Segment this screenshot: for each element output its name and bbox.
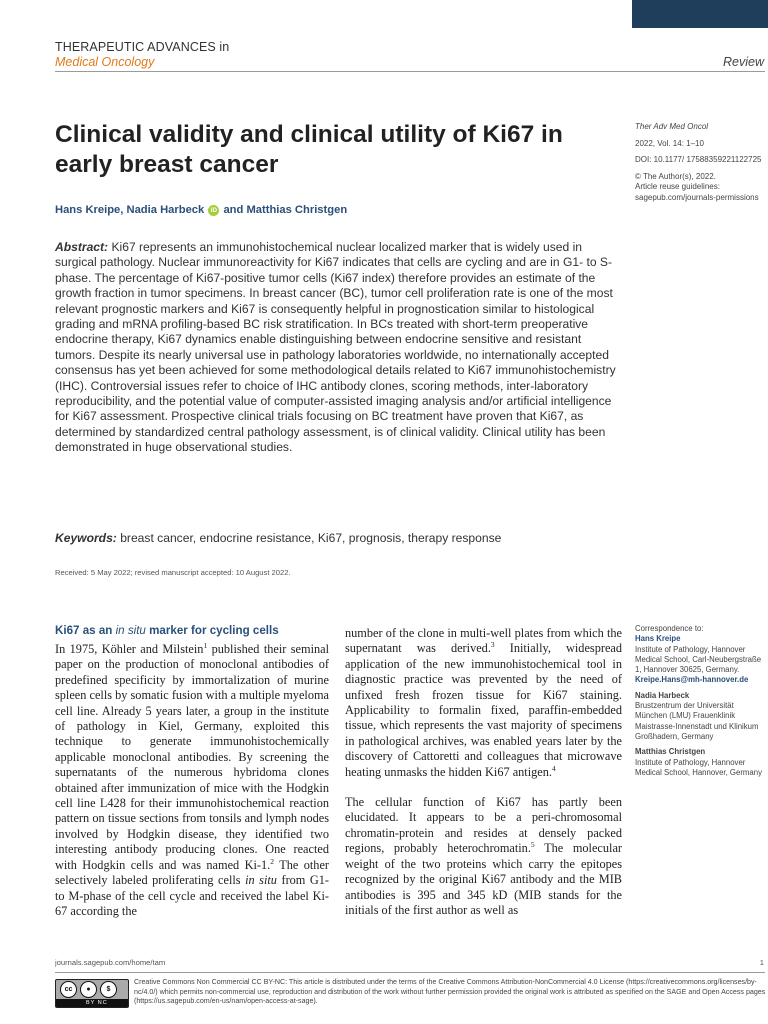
header-divider [55,71,765,72]
keywords [55,531,621,545]
cc-icon: cc [60,981,77,998]
col1-italic: in situ [245,873,277,888]
col2-text-b: Initially, widespread application of the new immunohistochemical tool in diagnostic practice was prevented by the need of unfixed fresh frozen tissue for Ki67 staining. Applicability to formalin fixed, paraffin-embedded tissue, which represents the vast majority of specimens in pathological archives, was enabled years later by the discovery of Cattoretti and colleagues that microwave heating unmasks the hidden Ki67 antigen. [345,641,623,779]
col1-text-d: from G1- to M-phase of the cell cycle and received the label Ki-67 according the [55,873,330,918]
footer-divider [55,972,765,973]
cc-badge-labels [56,999,128,1007]
col2-paragraph-2 [345,795,622,918]
abstract-label: Abstract: [55,240,109,254]
ref-link[interactable]: 3 [490,640,495,650]
authors-part-1: Hans Kreipe, Nadia Harbeck [55,204,205,216]
doi[interactable]: DOI: 10.1177/ 17588359221122725 [635,155,762,165]
page-number: 1 [759,958,764,967]
volume-info: 2022, Vol. 14: 1–10 [635,138,704,148]
col2-text-d: The molecular weight of the two proteins which carry the epitopes recognized by the original Ki67 antibody and the MIB antibodies is 395 and 345 kD (MIB stands for the initials of the first author as well as [345,841,622,917]
noncommercial-icon: $ [100,981,117,998]
col2-text-c: The cellular function of Ki67 has partly been elucidated. It appears to be a peri-chromosomal chromatin-protein and resides at densely packed regions, probably heterochromatin. [345,795,622,856]
author-1-name: Hans Kreipe [635,634,681,644]
body-column-2 [345,626,622,918]
corner-color-block [632,0,768,28]
col1-text-c: The other selectively labeled proliferating cells [55,857,329,888]
cc-license-logo [55,979,129,1008]
abstract-text: Ki67 represents an immunohistochemical nuclear localized marker that is widely used in surgical pathology. Nuclear immunoreactivity for Ki67 indicates that cells are cycling and are in G1- to S-phase. The percentage of Ki67-positive tumor cells (Ki67 index) therefore provides an estimate of the growth fraction in tumor specimens. In breast cancer (BC), tumor cell proliferation rate is one of the most relevant prognostic markers and Ki67 is consequently helpful in prognostication similar to histological grading and mRNA profiling-based BC risk stratification. In BCs treated with short-term preoperative endocrine therapy, Ki67 dynamics enable distinguishing between endocrine sensitive and resistant tumors. Despite its nearly universal use in pathology laboratories worldwide, no internationally accepted consensus has yet been achieved for some methodological details related to Ki67 immunohistochemistry (IHC). Controversial issues refer to choice of IHC antibody clones, scoring methods, inter-laboratory reproducibility, and the potential value of computer-assisted imaging analysis and/or artificial intelligence for Ki67 assessment. Prospective clinical trials focusing on BC treatment have proven that Ki67, as determined by standardized central pathology assessment, is of clinical validity. Clinical utility has been demonstrated in huge observational studies. [55,240,616,455]
ref-link[interactable]: 5 [530,840,535,850]
section-heading-italic: in situ [115,624,146,637]
copyright: © The Author(s), 2022. [635,171,716,181]
person-icon: ● [80,981,97,998]
section-heading-part-1: Ki67 as an [55,624,113,637]
author-2-name: Nadia Harbeck [635,690,690,700]
received-dates: Received: 5 May 2022; revised manuscript accepted: 10 August 2022. [55,568,291,577]
body-column-1 [55,642,329,919]
keywords-text: breast cancer, endocrine resistance, Ki67, prognosis, therapy response [120,531,502,545]
col1-text-b: published their seminal paper on the production of monoclonal antibodies of predefined specificity by immortalization of murine spleen cells by somatic fusion with a multiple myeloma cell line. Already 5 years later, a group in the institute of pathology in Kiel, Germany, exploited this technique to generate immunohistochemically applicable monoclonal antibodies. By screening the supernatants of the numerous hybridoma clones obtained after immunization of mice with the Hodgkin cell line L428 for their immunohistochemical reaction pattern on tissue sections from tonsils and lymph nodes involved by Hodgkin disease, they identified two interesting antibody producing clones. One reacted with Hodgkin cells and was named Ki-1. [55,642,330,872]
ref-link[interactable]: 1 [203,640,208,650]
correspondence-label: Correspondence to: [635,624,704,633]
col2-text-a: number of the clone in multi-well plates from which the supernatant was derived. [345,626,622,656]
author-1-email[interactable]: Kreipe.Hans@mh-hannover.de [635,675,749,685]
section-heading-part-2: marker for cycling cells [149,624,279,637]
author-3-name: Matthias Christgen [635,747,706,757]
col1-text-a: In 1975, Köhler and Milstein [55,642,204,656]
cc-nc-label: NC [97,1000,108,1006]
journal-abbrev: Ther Adv Med Oncol [635,122,709,131]
authors-part-2: and Matthias Christgen [223,204,348,216]
author-3-address: Institute of Pathology, Hannover Medical School, Hannover, Germany [635,757,762,777]
correspondence-sidebar [635,624,765,783]
reuse-guidelines[interactable]: Article reuse guidelines: sagepub.com/journals-permissions [635,182,759,202]
cc-by-label: BY [86,1000,96,1006]
ref-link[interactable]: 2 [270,856,274,866]
section-heading [55,624,279,637]
col2-paragraph-1 [345,626,622,780]
author-2-address: Brustzentrum der Universität München (LMU) Frauenklinik Maistrasse-Innenstadt und Klinikum Großhadern, Germany [635,701,759,741]
journal-name: THERAPEUTIC ADVANCES in [55,40,230,54]
article-type-label: Review [723,55,764,69]
ref-link[interactable]: 4 [551,763,556,773]
license-text: Creative Commons Non Commercial CC BY-NC: This article is distributed under the terms of the Creative Commons Attribution-NonCommercial 4.0 License (https://creativecommons.org/licenses/by-nc/4.0/) which permits non-commercial use, reproduction and distribution of the work without further permission provided the original work is attributed as specified on the SAGE and Open Access pages (https://us.sagepub.com/en-us/nam/open-access-at-sage). [134,978,766,1006]
footer-journal-url[interactable]: journals.sagepub.com/home/tam [55,958,166,967]
article-title: Clinical validity and clinical utility of Ki67 in early breast cancer [55,121,563,178]
abstract [55,240,621,456]
journal-subtitle: Medical Oncology [55,55,155,69]
author-1-address: Institute of Pathology, Hannover Medical School, Carl-Neubergstraße 1, Hannover 30625, Germany. [635,644,762,675]
orcid-icon[interactable]: iD [208,205,219,216]
author-list [55,204,347,216]
keywords-label: Keywords: [55,531,117,545]
article-meta-sidebar [635,122,765,204]
